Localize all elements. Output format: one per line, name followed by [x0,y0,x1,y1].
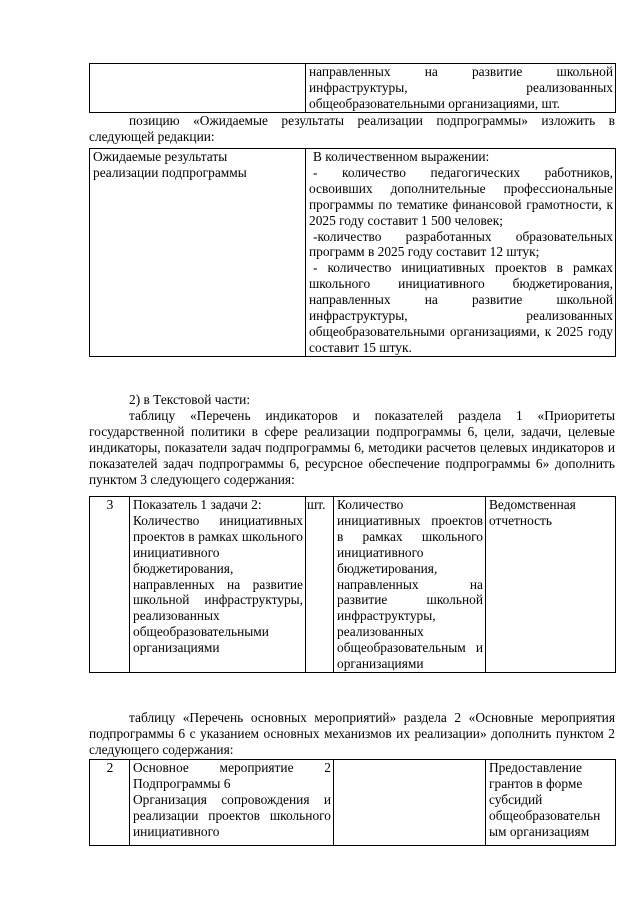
activity-text: Организация сопровождения и реализации проектов школьного инициативного [133,791,331,839]
table-activities [89,759,616,846]
paragraph-text-part: 2) в Текстовой части: [129,392,251,407]
paragraph-activities-table-intro: таблицу «Перечень основных мероприятий» раздела 2 «Основные мероприятия подпрограммы 6 с указанием основных механизмов их реализации» дополнить пунктом 2 следующего содержания: [89,710,615,757]
paragraph-expected-results-intro: позицию «Ожидаемые результаты реализации подпрограммы» изложить в следующей редакции: [89,113,615,144]
indicator-name [130,497,306,673]
activity-description [130,760,334,846]
indicator-unit: шт. [306,497,334,673]
activity-title: Основное мероприятие 2 Подпрограммы 6 [133,760,331,791]
table-top-right-cell: направленных на развитие школьной инфраструктуры, реализованных общеобразовательными организациями, шт. [306,64,616,113]
indicator-name-heading: Показатель 1 задачи 2: [133,497,262,512]
expected-results-item-programs: -количество разработанных образовательных программ в 2025 году составит 12 штук; [309,228,613,260]
expected-results-item-projects: - количество инициативных проектов в рамках школьного инициативного бюджетирования, направленных на развитие школьной инфраструктуры, реализованных общеобразовательными организациями, к 2025 году составит 15 штук. [309,260,613,355]
table-expected-results [89,148,616,357]
indicator-data-source: Ведомственная отчетность [486,497,616,673]
activity-empty-cell [334,760,486,846]
indicator-name-text: Количество инициативных проектов в рамках школьного инициативного бюджетирования, направленных на развитие школьной инфраструктуры, реализованных общеобразовательными организациями [133,512,303,656]
activity-number: 2 [90,760,130,846]
expected-results-intro: В количественном выражении: [313,149,490,164]
table-top-continuation [89,63,616,113]
expected-results-label: Ожидаемые результаты реализации подпрограммы [90,149,306,357]
table-indicators [89,496,616,673]
indicator-calculation-method: Количество инициативных проектов в рамках школьного инициативного бюджетирования, направленных на развитие школьной инфраструктуры, реализованных общеобразовательным и организациями [334,497,486,673]
expected-results-content [306,149,616,357]
activity-mechanism: Предоставление грантов в форме субсидий общеобразовательн ым организациям [486,760,616,846]
paragraph-indicators-table-intro: таблицу «Перечень индикаторов и показателей раздела 1 «Приоритеты государственной политики в сфере реализации подпрограммы 6, цели, задачи, целевые индикаторы, показатели задач подпрограммы 6, методики расчетов целевых индикаторов и показателей задач подпрограммы 6, ресурсное обеспечение подпрограммы 6» дополнить пунктом 3 следующего содержания: [89,408,615,487]
indicator-number: 3 [90,497,130,673]
expected-results-item-teachers: - количество педагогических работников, освоивших дополнительные профессиональные программы по тематике финансовой грамотности, к 2025 году составит 1 500 человек; [309,164,613,228]
table-top-left-cell [90,64,306,113]
